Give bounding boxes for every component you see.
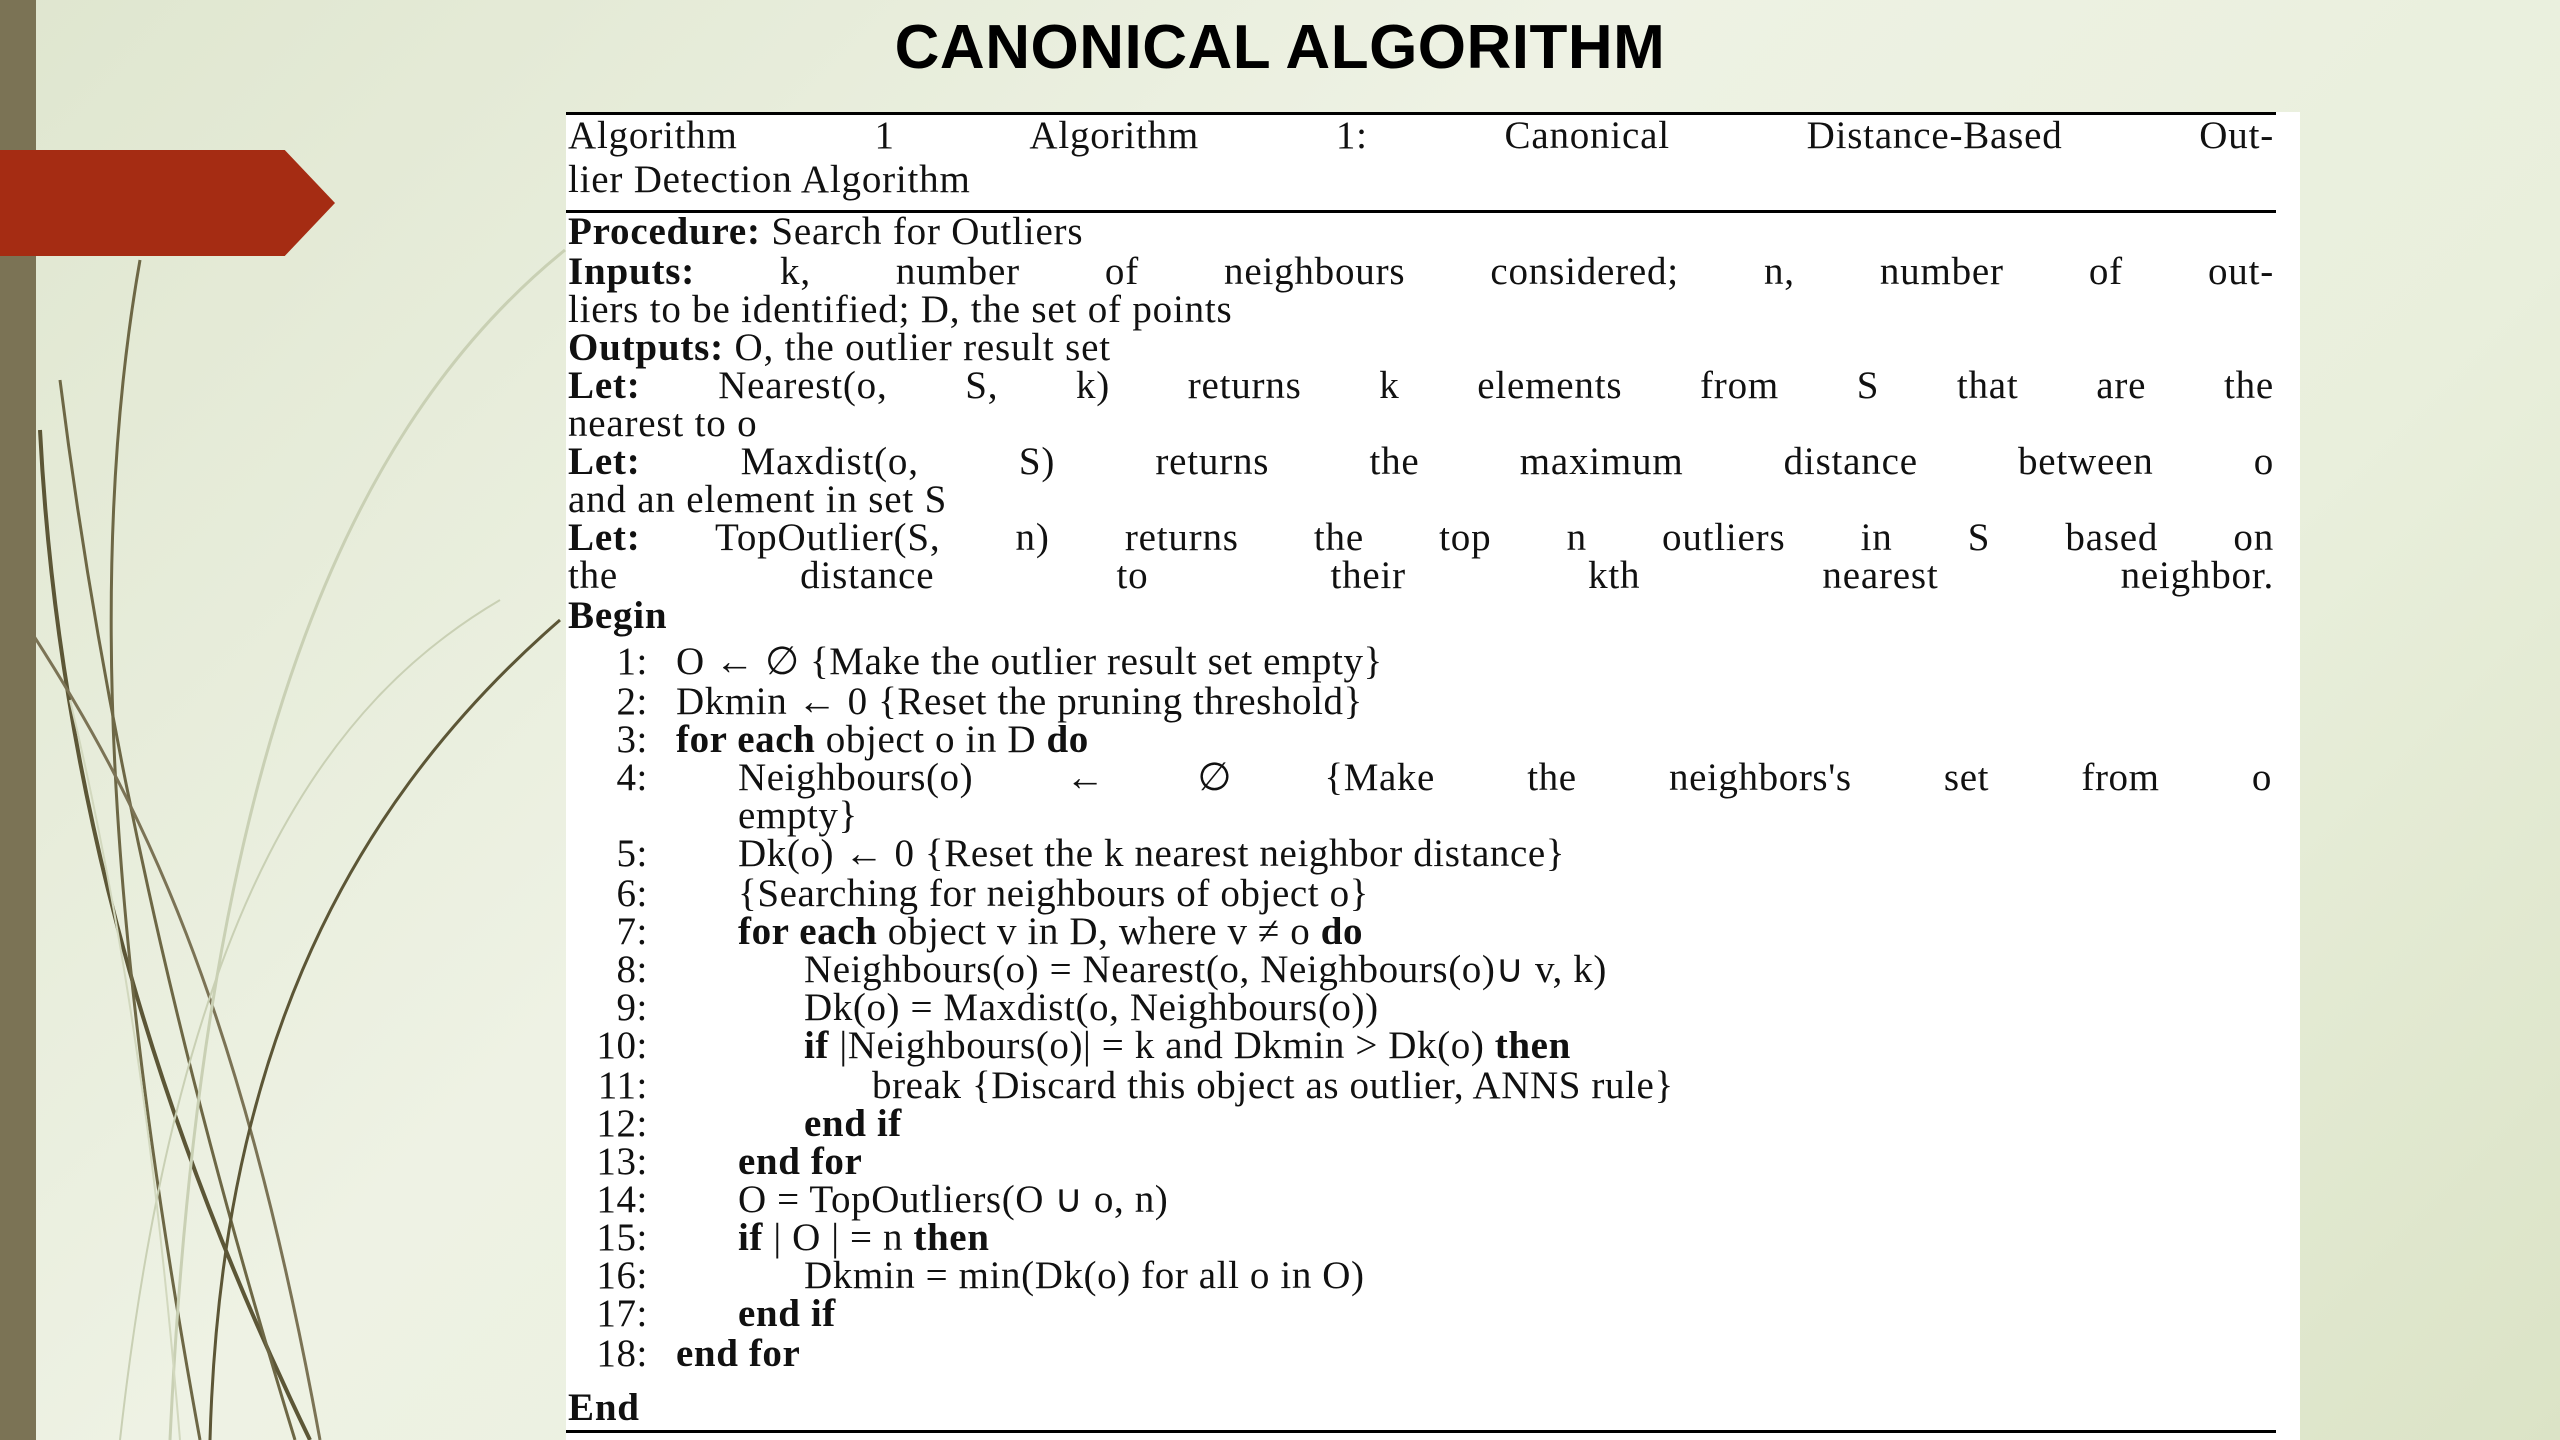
- preamble-keyword: Outputs:: [568, 326, 724, 369]
- step-number: 2:: [616, 680, 648, 723]
- preamble-line: [568, 366, 2274, 406]
- step-code: [738, 834, 1565, 874]
- step-keyword: end for: [738, 1140, 863, 1183]
- preamble-text: Maxdist(o, S) returns the maximum distance between o: [640, 440, 2274, 483]
- preamble-keyword: Procedure:: [568, 210, 761, 253]
- step-keyword: for each: [738, 910, 878, 953]
- preamble-line: [568, 442, 2274, 482]
- step-text: break {Discard this object as outlier, ANNS rule}: [872, 1064, 1674, 1107]
- step-code: [676, 642, 1383, 682]
- step-code: [872, 1066, 1674, 1106]
- step-code: [676, 1334, 800, 1374]
- preamble-line: [568, 518, 2274, 558]
- preamble-text: nearest to o: [568, 402, 758, 445]
- step-code: [804, 950, 1607, 990]
- preamble-text: TopOutlier(S, n) returns the top n outliers in S based on: [640, 516, 2274, 559]
- step-keyword: if: [804, 1024, 830, 1067]
- preamble-text: O, the outlier result set: [723, 326, 1111, 369]
- algorithm-header: [568, 116, 2274, 156]
- step-code: [738, 1218, 989, 1258]
- step-keyword: then: [1494, 1024, 1571, 1067]
- step-code: [738, 1142, 862, 1182]
- step-text: Dk(o) ← 0 {Reset the k nearest neighbor distance}: [738, 832, 1566, 875]
- step-text: O = TopOutliers(O ∪ o, n): [738, 1178, 1169, 1221]
- step-keyword: then: [913, 1216, 990, 1259]
- step-keyword: end for: [676, 1332, 801, 1375]
- step-text: Neighbours(o) ← ∅ {Make the neighbors's set from o: [738, 756, 2272, 799]
- step-text: |Neighbours(o)| = k and Dkmin > Dk(o): [829, 1024, 1495, 1067]
- step-text: | O | = n: [763, 1216, 914, 1259]
- preamble-text: k, number of neighbours considered; n, number of out-: [695, 250, 2274, 293]
- step-keyword: if: [738, 1216, 764, 1259]
- step-code: [738, 1294, 836, 1334]
- slide-title: CANONICAL ALGORITHM: [894, 13, 1666, 82]
- algorithm-header-line-2: lier Detection Algorithm: [568, 158, 971, 201]
- preamble-keyword: Let:: [568, 516, 641, 559]
- step-code: [804, 988, 1379, 1028]
- step-text: object v in D, where v ≠ o: [877, 910, 1321, 953]
- step-number: 17:: [596, 1292, 648, 1335]
- step-number: 11:: [597, 1064, 648, 1107]
- step-number: 4:: [616, 756, 648, 799]
- step-code: [804, 1026, 1571, 1066]
- preamble-text: Search for Outliers: [760, 210, 1084, 253]
- algorithm-box: [566, 112, 2300, 1440]
- step-code: [804, 1104, 902, 1144]
- preamble-text: Nearest(o, S, k) returns k elements from S that are the: [640, 364, 2274, 407]
- step-keyword: end if: [804, 1102, 902, 1145]
- step-text: object o in D: [815, 718, 1047, 761]
- step-number: 6:: [616, 872, 648, 915]
- step-number: 18:: [596, 1332, 648, 1375]
- end-label: End: [568, 1386, 640, 1429]
- step-text: Dkmin ← 0 {Reset the pruning threshold}: [676, 680, 1363, 723]
- step-code: [738, 874, 1369, 914]
- step-text: empty}: [738, 794, 858, 837]
- bottom-rule: [566, 1430, 2276, 1433]
- step-text: Dkmin = min(Dk(o) for all o in O): [804, 1254, 1365, 1297]
- step-code: [804, 1256, 1365, 1296]
- preamble-line: [568, 328, 2274, 368]
- preamble-keyword: Begin: [568, 594, 668, 637]
- step-keyword: do: [1046, 718, 1089, 761]
- step-number: 10:: [596, 1024, 648, 1067]
- step-number: 13:: [596, 1140, 648, 1183]
- step-number: 12:: [596, 1102, 648, 1145]
- step-code: [738, 912, 1363, 952]
- step-number: 14:: [596, 1178, 648, 1221]
- step-code: [738, 758, 2272, 798]
- preamble-text: the distance to their kth nearest neighbor.: [568, 554, 2274, 597]
- step-code: [676, 720, 1089, 760]
- step-number: 3:: [616, 718, 648, 761]
- preamble-line: [568, 556, 2274, 596]
- preamble-line: [568, 404, 2274, 444]
- preamble-keyword: Let:: [568, 364, 641, 407]
- step-number: 1:: [616, 640, 648, 683]
- preamble-line: [568, 252, 2274, 292]
- step-number: 5:: [616, 832, 648, 875]
- step-number: 7:: [616, 910, 648, 953]
- step-number: 15:: [596, 1216, 648, 1259]
- step-code: [738, 1180, 1168, 1220]
- step-code: [676, 682, 1363, 722]
- step-text: Dk(o) = Maxdist(o, Neighbours(o)): [804, 986, 1379, 1029]
- step-text: O ← ∅ {Make the outlier result set empty}: [676, 640, 1383, 683]
- preamble-text: and an element in set S: [568, 478, 948, 521]
- step-keyword: for each: [676, 718, 816, 761]
- preamble-keyword: Inputs:: [568, 250, 695, 293]
- step-number: 8:: [616, 948, 648, 991]
- preamble-keyword: Let:: [568, 440, 641, 483]
- step-keyword: end if: [738, 1292, 836, 1335]
- preamble-text: liers to be identified; D, the set of points: [568, 288, 1233, 331]
- algorithm-header-line-1: Algorithm 1 Algorithm 1: Canonical Distance-Based Out-: [568, 114, 2274, 157]
- preamble-line: [568, 480, 2274, 520]
- step-code: [738, 796, 858, 836]
- step-text: Neighbours(o) = Nearest(o, Neighbours(o)∪ v, k): [804, 948, 1607, 991]
- step-keyword: do: [1320, 910, 1364, 953]
- step-number: 16:: [596, 1254, 648, 1297]
- preamble-line: [568, 212, 2274, 252]
- preamble-line: [568, 596, 2274, 636]
- preamble-line: [568, 290, 2274, 330]
- step-number: 9:: [616, 986, 648, 1029]
- step-text: {Searching for neighbours of object o}: [738, 872, 1369, 915]
